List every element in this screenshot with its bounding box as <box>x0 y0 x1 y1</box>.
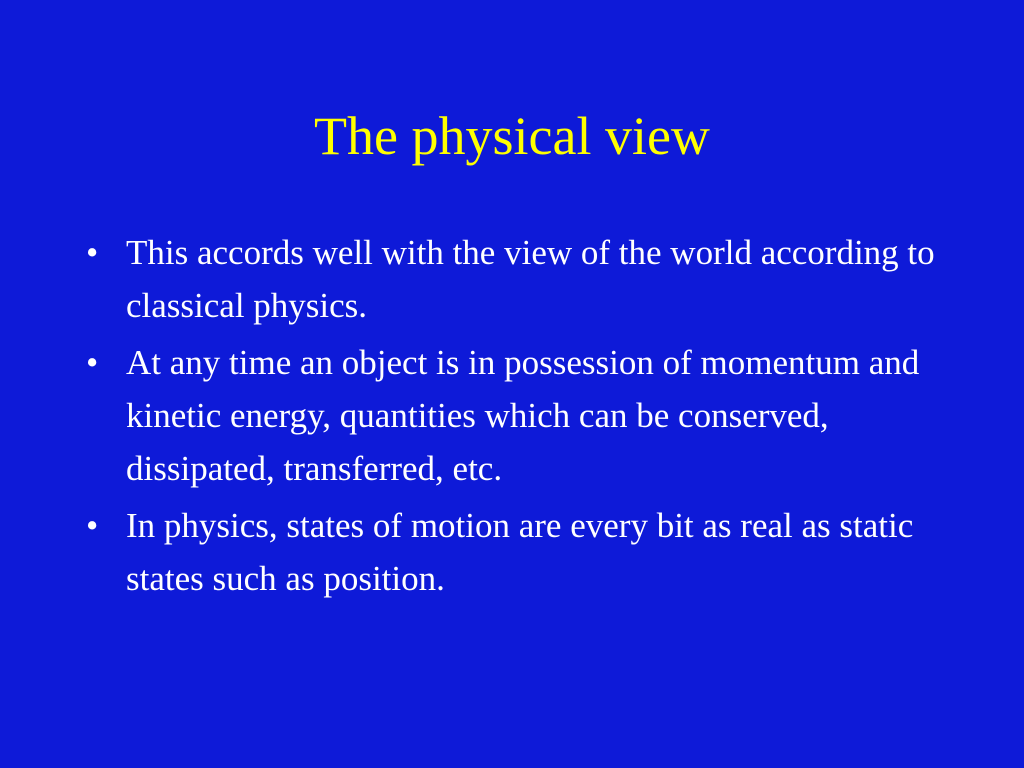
bullet-text: At any time an object is in possession of momentum and kinetic energy, quantities which can be conserved, dissipated, transferred, etc. <box>126 343 920 488</box>
bullet-marker: • <box>86 233 99 272</box>
bullet-marker: • <box>86 506 99 545</box>
bullet-text: In physics, states of motion are every bit as real as static states such as position. <box>126 506 914 598</box>
bullet-text: This accords well with the view of the world according to classical physics. <box>126 233 935 325</box>
bullet-item <box>86 499 946 605</box>
slide-title: The physical view <box>314 106 710 166</box>
bullet-item <box>86 226 946 332</box>
bullet-item <box>86 336 946 495</box>
bullet-marker: • <box>86 343 99 382</box>
bullet-list <box>86 226 946 609</box>
